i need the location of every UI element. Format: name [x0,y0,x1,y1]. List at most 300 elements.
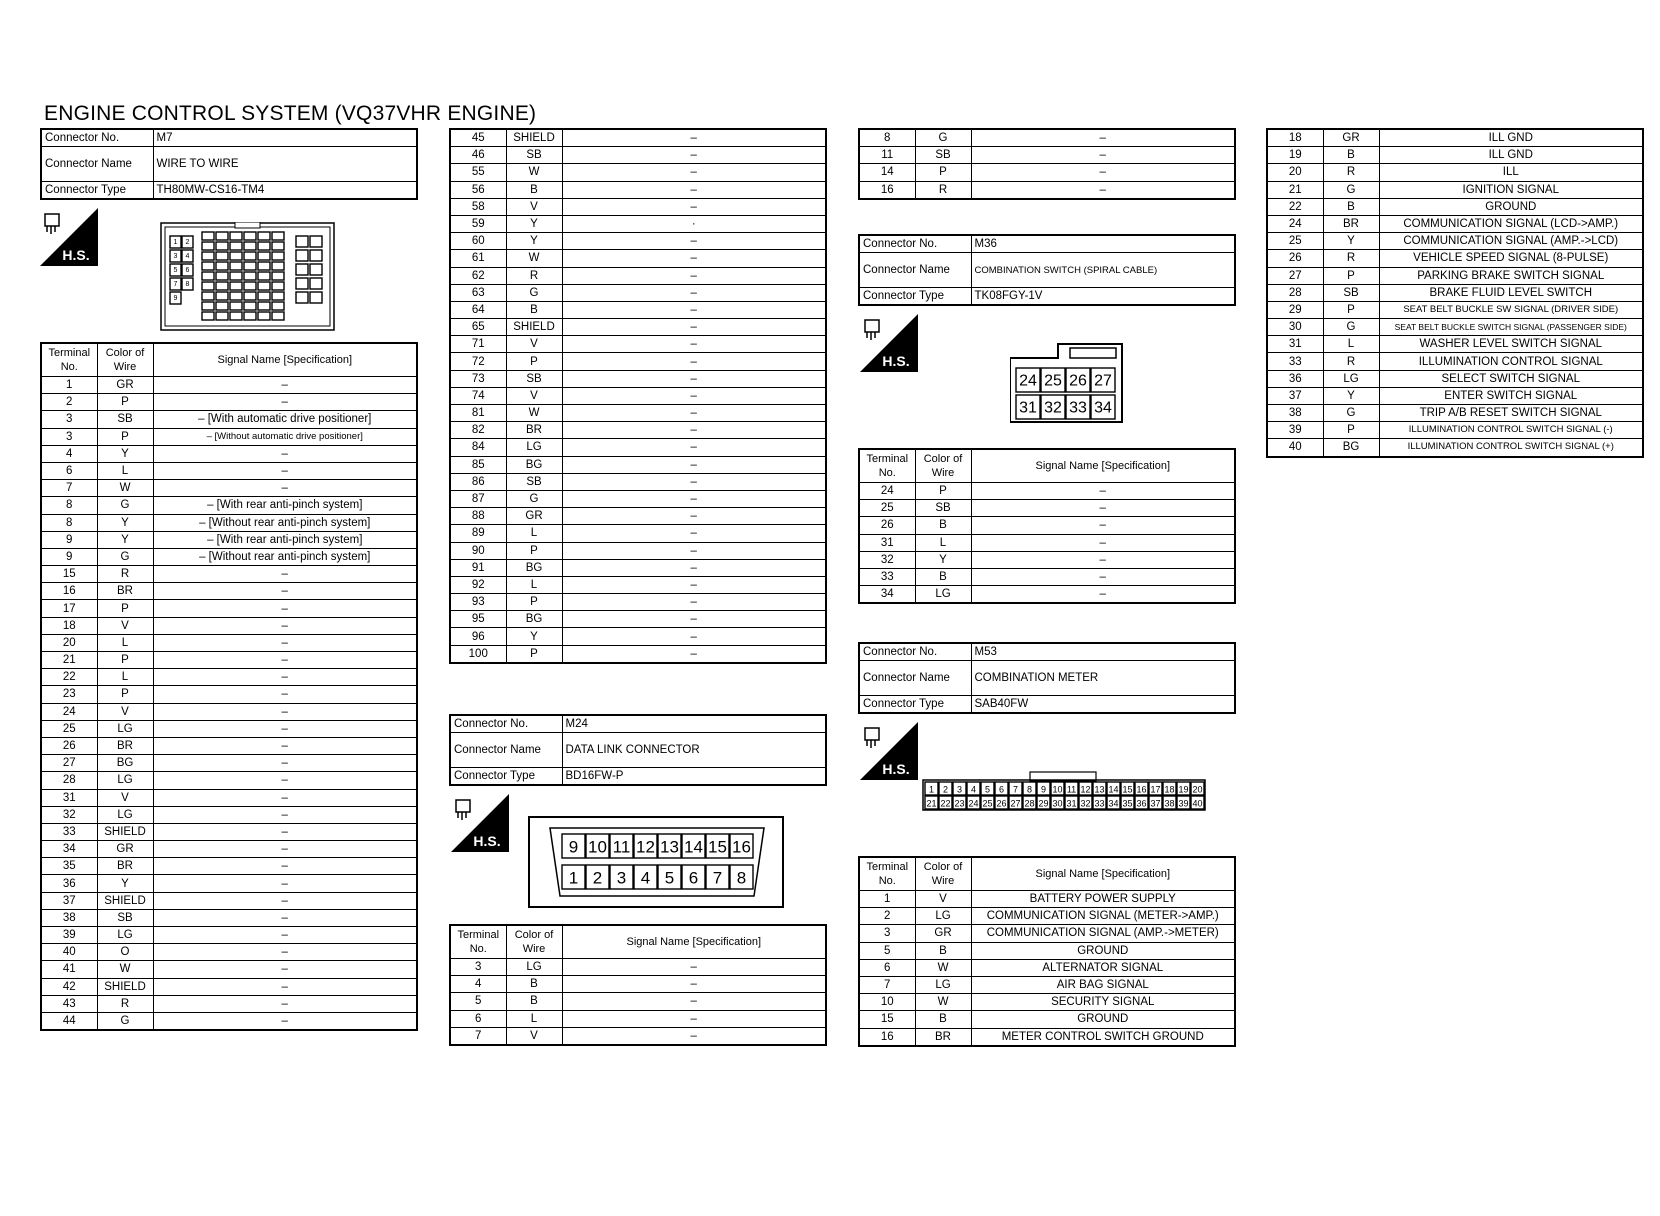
pin-label: 21 [926,798,937,809]
terminal-no-cell: 58 [450,198,506,215]
signal-name-cell: – [153,789,417,806]
pin-label: 8 [185,281,190,288]
connector-cavity [258,292,270,300]
wire-color-cell: BR [915,1028,971,1046]
table-row [450,198,826,215]
terminal-no-cell: 44 [41,1012,97,1030]
terminal-no-cell: 72 [450,353,506,370]
terminal-no-cell: 41 [41,961,97,978]
terminal-no-cell: 61 [450,250,506,267]
connector-cavity [202,232,214,240]
wire-color-cell: GR [1323,129,1379,147]
connector-cavity [258,302,270,310]
table-row [1267,267,1643,284]
wire-color-cell: G [506,490,562,507]
table-row [41,961,417,978]
terminal-no-cell: 28 [41,772,97,789]
terminal-no-cell: 42 [41,978,97,995]
wire-color-cell: P [97,394,153,411]
table-row [41,995,417,1012]
wire-color-cell: LG [97,806,153,823]
table-row [41,652,417,669]
pin-label: 15 [708,837,727,857]
terminal-no-cell: 25 [859,500,915,517]
signal-name-cell: – [562,129,826,147]
pin-label: 10 [1052,784,1063,795]
pin-label: 22 [940,798,951,809]
wire-color-cell: SB [506,473,562,490]
connector-cavity [230,282,242,290]
terminal-no-cell: 56 [450,181,506,198]
connector-info-m36 [858,234,1236,306]
terminal-no-cell: 84 [450,439,506,456]
terminal-no-cell: 28 [1267,284,1323,301]
pin-label: 13 [660,837,679,857]
signal-name-cell: – [With rear anti-pinch system] [153,497,417,514]
wire-color-cell: L [1323,336,1379,353]
pin-label: 4 [640,868,651,888]
terminal-no-cell: 25 [1267,233,1323,250]
terminal-no-cell: 6 [859,959,915,976]
wire-color-cell: SB [97,411,153,428]
table-row [450,959,826,976]
pin-label: 32 [1080,798,1091,809]
connector-cavity [244,312,256,320]
table-row [41,927,417,944]
table-row [41,703,417,720]
signal-name-cell: – [153,995,417,1012]
terminal-no-header: Terminal No. [859,857,915,891]
connector-cavity [202,292,214,300]
harness-side-icon [860,722,918,785]
pin-label: 3 [173,253,178,260]
wire-color-cell: V [506,336,562,353]
terminal-table-m53-b [1266,128,1644,458]
connector-type-value: TH80MW-CS16-TM4 [153,182,417,200]
signal-name-cell: – [153,617,417,634]
terminal-no-cell: 6 [450,1010,506,1027]
signal-name-cell: SELECT SWITCH SIGNAL [1379,370,1643,387]
terminal-no-cell: 91 [450,559,506,576]
table-row [450,456,826,473]
wire-color-cell: GR [97,841,153,858]
connector-cavity [272,262,284,270]
connector-type-label: Connector Type [450,768,562,786]
table-row [1267,353,1643,370]
table-row [41,394,417,411]
wire-color-cell: SHIELD [97,823,153,840]
connector-cavity [258,252,270,260]
pin-label: 36 [1136,798,1147,809]
signal-name-cell: ILL GND [1379,129,1643,147]
terminal-no-cell: 92 [450,576,506,593]
signal-name-cell: GROUND [1379,198,1643,215]
table-row [859,181,1235,199]
pin-label: 8 [1026,784,1033,795]
signal-name-cell: – [971,181,1235,199]
terminal-no-cell: 5 [859,942,915,959]
connector-cavity [216,242,228,250]
signal-name-cell: – [971,586,1235,604]
connector-cavity [272,302,284,310]
wire-color-cell: BR [1323,215,1379,232]
terminal-no-cell: 88 [450,508,506,525]
terminal-no-cell: 24 [1267,215,1323,232]
table-row [1267,164,1643,181]
wire-color-cell: B [915,568,971,585]
wire-color-cell: G [506,284,562,301]
terminal-no-cell: 100 [450,645,506,663]
signal-name-cell: – [971,568,1235,585]
wire-color-cell: SHIELD [97,978,153,995]
terminal-no-cell: 14 [859,164,915,181]
wire-color-cell: SHIELD [506,319,562,336]
connector-type-label: Connector Type [859,288,971,306]
connector-name-value: COMBINATION METER [971,661,1235,696]
wire-color-cell: LG [506,439,562,456]
terminal-no-cell: 81 [450,405,506,422]
table-row [41,909,417,926]
connector-no-label: Connector No. [41,129,153,147]
signal-name-cell: – [153,978,417,995]
terminal-no-cell: 62 [450,267,506,284]
connector-cavity [244,282,256,290]
terminal-no-cell: 34 [859,586,915,604]
table-row [450,473,826,490]
signal-name-cell: AIR BAG SIGNAL [971,976,1235,993]
terminal-no-cell: 59 [450,215,506,232]
connector-cavity [272,252,284,260]
terminal-no-cell: 8 [859,129,915,147]
table-row [859,959,1235,976]
signal-name-cell: ILL GND [1379,147,1643,164]
wire-color-cell: O [97,944,153,961]
table-row [859,129,1235,147]
connector-cavity [258,242,270,250]
terminal-no-cell: 32 [859,551,915,568]
signal-name-cell: GROUND [971,942,1235,959]
table-row [1267,405,1643,422]
terminal-no-cell: 90 [450,542,506,559]
connector-cavity [258,282,270,290]
wire-color-cell: SB [506,370,562,387]
connector-cavity [296,236,308,247]
connector-cavity [244,252,256,260]
terminal-no-cell: 33 [859,568,915,585]
table-row [450,301,826,318]
terminal-no-cell: 7 [450,1027,506,1045]
table-row [859,147,1235,164]
pin-label: 40 [1192,798,1203,809]
signal-name-cell: – [562,542,826,559]
connector-type-value: BD16FW-P [562,768,826,786]
pin-label: 7 [712,868,723,888]
table-row [450,353,826,370]
signal-name-cell: – [Without automatic drive positioner] [153,428,417,445]
signal-name-cell: – [Without rear anti-pinch system] [153,548,417,565]
table-row [41,686,417,703]
signal-name-cell: – [971,483,1235,500]
pin-label: 25 [982,798,993,809]
connector-name-label: Connector Name [41,147,153,182]
wire-color-cell: Y [97,875,153,892]
connector-cavity [216,282,228,290]
terminal-no-cell: 65 [450,319,506,336]
harness-side-icon [860,314,918,377]
terminal-no-cell: 36 [41,875,97,892]
connector-cavity [244,272,256,280]
wire-color-cell: SB [1323,284,1379,301]
wire-color-cell: Y [97,445,153,462]
table-row [859,891,1235,908]
signal-name-cell: WASHER LEVEL SWITCH SIGNAL [1379,336,1643,353]
signal-name-cell: SECURITY SIGNAL [971,994,1235,1011]
connector-cavity [310,264,322,275]
table-row [450,267,826,284]
wire-color-cell: W [97,961,153,978]
pin-label: 8 [736,868,747,888]
pin-label: 5 [664,868,675,888]
connector-cavity [258,262,270,270]
signal-name-cell: – [562,456,826,473]
wire-color-cell: LG [1323,370,1379,387]
signal-name-cell: – [971,129,1235,147]
wire-color-cell: BR [97,858,153,875]
terminal-no-cell: 7 [41,480,97,497]
connector-info-m7 [40,128,418,200]
table-row [41,548,417,565]
signal-name-cell: ILLUMINATION CONTROL SIGNAL [1379,353,1643,370]
signal-name-cell: – [562,490,826,507]
color-of-wire-header: Color of Wire [97,343,153,377]
table-row [450,645,826,663]
m53-connector-face [922,770,1208,817]
wire-color-cell: LG [915,976,971,993]
table-row [450,628,826,645]
table-row [859,994,1235,1011]
wire-color-cell: Y [1323,387,1379,404]
wire-color-cell: LG [915,908,971,925]
wire-color-cell: BR [97,737,153,754]
table-row [1267,319,1643,336]
wire-color-cell: LG [915,586,971,604]
connector-cavity [272,312,284,320]
wire-color-cell: Y [506,215,562,232]
table-row [450,976,826,993]
connector-cavity [296,264,308,275]
pin-label: 28 [1024,798,1035,809]
pin-label: 16 [1136,784,1147,795]
wire-color-cell: B [506,301,562,318]
connector-cavity [230,232,242,240]
table-row [859,976,1235,993]
signal-name-cell: – [971,147,1235,164]
wire-color-cell: P [915,164,971,181]
pin-label: 16 [732,837,751,857]
table-row [1267,301,1643,318]
signal-name-cell: – [562,439,826,456]
signal-name-cell: – [153,772,417,789]
wire-color-cell: V [915,891,971,908]
table-row [41,583,417,600]
wire-color-cell: GR [97,377,153,394]
wire-color-cell: R [915,181,971,199]
pin-label: 2 [942,784,949,795]
connector-cavity [258,232,270,240]
signal-name-cell: – [With automatic drive positioner] [153,411,417,428]
table-row [1267,422,1643,439]
signal-name-cell: – [153,394,417,411]
pin-label: 1 [173,239,178,246]
pin-label: 7 [173,281,178,288]
pin-label: 10 [588,837,607,857]
terminal-no-header: Terminal No. [859,449,915,483]
terminal-no-cell: 10 [859,994,915,1011]
terminal-no-cell: 3 [450,959,506,976]
table-row [41,617,417,634]
connector-cavity [272,232,284,240]
connector-cavity [296,292,308,303]
signal-name-cell: – [562,336,826,353]
signal-name-cell: – [153,841,417,858]
terminal-no-cell: 21 [41,652,97,669]
terminal-no-cell: 40 [1267,439,1323,457]
connector-cavity [230,292,242,300]
signal-name-cell: – [153,720,417,737]
terminal-no-cell: 26 [859,517,915,534]
terminal-no-cell: 9 [41,548,97,565]
terminal-no-cell: 17 [41,600,97,617]
wire-color-cell: Y [506,233,562,250]
signal-name-cell: – [562,301,826,318]
signal-name-cell: – [562,233,826,250]
signal-name-cell: PARKING BRAKE SWITCH SIGNAL [1379,267,1643,284]
connector-cavity [272,272,284,280]
pin-label: 14 [1108,784,1119,795]
terminal-no-cell: 25 [41,720,97,737]
terminal-no-cell: 36 [1267,370,1323,387]
table-row [859,517,1235,534]
hs-label: H.S. [882,353,910,369]
signal-name-cell: – [153,1012,417,1030]
signal-name-cell: SEAT BELT BUCKLE SW SIGNAL (DRIVER SIDE) [1379,301,1643,318]
signal-name-cell: – [562,147,826,164]
wire-color-cell: W [97,480,153,497]
terminal-no-cell: 33 [41,823,97,840]
wire-color-cell: P [97,600,153,617]
terminal-no-cell: 87 [450,490,506,507]
pin-label: 27 [1010,798,1021,809]
pin-label: 7 [1012,784,1019,795]
table-row [1267,181,1643,198]
pin-label: 24 [968,798,979,809]
signal-name-cell: BRAKE FLUID LEVEL SWITCH [1379,284,1643,301]
wire-color-cell: P [1323,301,1379,318]
table-row [41,411,417,428]
pin-label: 24 [1019,372,1037,390]
signal-name-cell: – [153,703,417,720]
wire-color-cell: P [915,483,971,500]
table-row [41,1012,417,1030]
wire-color-cell: L [97,669,153,686]
wire-color-cell: B [915,1011,971,1028]
pin-label: 6 [688,868,699,888]
table-row [450,336,826,353]
table-row [41,858,417,875]
connector-cavity [310,292,322,303]
table-row [41,806,417,823]
table-row [450,525,826,542]
signal-name-cell: – [562,164,826,181]
table-row [450,508,826,525]
pin-label: 5 [173,267,178,274]
wire-color-cell: LG [97,772,153,789]
table-row [1267,387,1643,404]
wire-color-cell: LG [506,959,562,976]
terminal-no-cell: 43 [41,995,97,1012]
hs-label: H.S. [62,247,90,263]
terminal-no-cell: 11 [859,147,915,164]
signal-name-cell: – [153,480,417,497]
wire-color-cell: Y [506,628,562,645]
wire-color-cell: W [915,994,971,1011]
connector-cavity [244,262,256,270]
signal-name-header: Signal Name [Specification] [562,925,826,959]
signal-name-cell: – [562,1010,826,1027]
pin-label: 19 [1178,784,1189,795]
signal-name-cell: SEAT BELT BUCKLE SWITCH SIGNAL (PASSENGER SIDE) [1379,319,1643,336]
signal-name-cell: ALTERNATOR SIGNAL [971,959,1235,976]
terminal-no-cell: 95 [450,611,506,628]
table-row [450,284,826,301]
pin-label: 18 [1164,784,1175,795]
signal-name-cell: – [153,583,417,600]
terminal-no-cell: 31 [859,534,915,551]
connector-type-label: Connector Type [859,696,971,714]
connector-name-label: Connector Name [859,253,971,288]
signal-name-cell: – [562,387,826,404]
terminal-no-cell: 26 [1267,250,1323,267]
connector-type-value: TK08FGY-1V [971,288,1235,306]
table-row [41,462,417,479]
signal-name-cell: – [971,517,1235,534]
terminal-no-cell: 3 [859,925,915,942]
terminal-no-cell: 71 [450,336,506,353]
pin-label: 4 [970,784,977,795]
wire-color-cell: B [506,976,562,993]
wire-color-cell: W [915,959,971,976]
connector-name-value: COMBINATION SWITCH (SPIRAL CABLE) [971,253,1235,288]
table-row [41,944,417,961]
connector-no-label: Connector No. [450,715,562,733]
signal-name-cell: – [562,993,826,1010]
table-row [450,405,826,422]
pin-label: 26 [996,798,1007,809]
signal-name-cell: – [153,927,417,944]
terminal-no-cell: 30 [1267,319,1323,336]
pin-label: 9 [568,837,579,857]
table-row [41,377,417,394]
hs-label: H.S. [473,833,501,849]
table-row [450,129,826,147]
connector-cavity [230,242,242,250]
signal-name-cell: – [562,284,826,301]
connector-cavity [202,252,214,260]
pin-label: 4 [185,253,190,260]
wire-color-cell: G [97,548,153,565]
signal-name-cell: ILLUMINATION CONTROL SWITCH SIGNAL (+) [1379,439,1643,457]
wire-color-cell: BR [97,583,153,600]
